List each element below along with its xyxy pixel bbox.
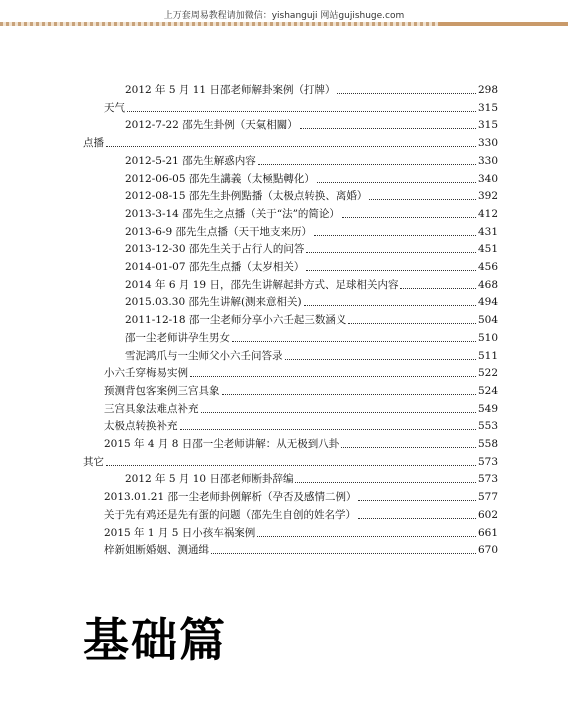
toc-entry-title: 2012-06-05 邵先生講義（太極點轉化）: [125, 172, 315, 185]
toc-entry-page: 553: [477, 420, 498, 433]
toc-entry-title: 2012-5-21 邵先生解惑内容: [125, 154, 256, 167]
toc-entry-page: 504: [477, 314, 498, 327]
toc-leader-dots: [201, 411, 476, 413]
toc-entry-title: 梓新姐断婚姻、测通缉: [104, 544, 209, 557]
toc-leader-dots: [306, 251, 476, 253]
toc-entry[interactable]: [125, 206, 498, 222]
toc-entry-page: 510: [477, 331, 498, 344]
toc-entry-page: 558: [477, 438, 498, 450]
toc-entry[interactable]: [83, 454, 498, 470]
toc-entry-page: 573: [477, 455, 498, 468]
toc-entry-page: 573: [477, 473, 498, 486]
toc-entry[interactable]: [125, 471, 498, 487]
toc-leader-dots: [341, 446, 476, 448]
toc-entry-title: 2015 年 1 月 5 日小孩车祸案例: [104, 526, 256, 539]
toc-leader-dots: [222, 393, 476, 395]
toc-entry-title: 邵一尘老师讲孕生男女: [125, 331, 230, 344]
section-title: 基础篇: [83, 613, 227, 667]
toc-entry[interactable]: [104, 489, 498, 505]
toc-leader-dots: [348, 322, 476, 324]
toc-entry-page: 456: [477, 261, 498, 273]
toc-entry-page: 511: [477, 349, 498, 362]
toc-entry-page: 431: [477, 225, 498, 238]
toc-entry[interactable]: [125, 224, 498, 240]
toc-leader-dots: [306, 269, 476, 271]
toc-entry[interactable]: [125, 171, 498, 187]
toc-entry-page: 661: [477, 526, 498, 539]
toc-entry[interactable]: [125, 277, 498, 293]
toc-entry[interactable]: [125, 241, 498, 257]
toc-leader-dots: [300, 127, 476, 129]
toc-entry-title: 2014-01-07 邵先生点播（太岁相关）: [125, 261, 305, 273]
toc-entry-title: 天气: [104, 101, 125, 114]
toc-entry[interactable]: [83, 135, 498, 151]
toc-entry-page: 468: [477, 278, 498, 291]
toc-entry-title: 2012 年 5 月 10 日邵老师断卦辞编: [125, 473, 294, 486]
toc-entry-title: 太极点转换补充: [104, 420, 178, 433]
toc-entry-page: 412: [477, 207, 498, 220]
toc-leader-dots: [304, 304, 476, 306]
toc-entry-page: 330: [477, 137, 498, 150]
toc-entry-page: 602: [477, 508, 498, 521]
toc-entry-page: 330: [477, 154, 498, 167]
toc-leader-dots: [314, 234, 476, 236]
toc-leader-dots: [295, 481, 476, 483]
toc-leader-dots: [358, 517, 476, 519]
toc-entry-title: 2013.01.21 邵一尘老师卦例解析（孕否及感情二例）: [104, 491, 357, 504]
toc-entry-title: 三宫具象法难点补充: [104, 402, 199, 415]
header-rule-accent: [438, 22, 568, 26]
toc-entry-title: 点播: [83, 137, 104, 150]
toc-entry[interactable]: [104, 401, 498, 417]
toc-entry[interactable]: [104, 507, 498, 523]
toc-entry[interactable]: [125, 294, 498, 310]
toc-entry[interactable]: [125, 259, 498, 275]
toc-entry-page: 315: [477, 119, 498, 132]
toc-entry[interactable]: [104, 383, 498, 399]
toc-entry[interactable]: [125, 117, 498, 133]
toc-entry-page: 577: [477, 491, 498, 504]
toc-entry[interactable]: [125, 82, 498, 98]
toc-entry-title: 2015 年 4 月 8 日邵一尘老师讲解：从无极到八卦: [104, 438, 340, 450]
toc-entry-title: 2014 年 6 月 19 日，邵先生讲解起卦方式、足球相关内容: [125, 278, 399, 291]
toc-entry-title: 2013-6-9 邵先生点播（天干地支来历）: [125, 225, 313, 238]
toc-entry[interactable]: [104, 365, 498, 381]
toc-leader-dots: [257, 535, 476, 537]
toc-leader-dots: [285, 358, 476, 360]
toc-leader-dots: [358, 499, 475, 501]
toc-entry-title: 2012-08-15 邵先生卦例點播（太极点转换、离婚）: [125, 190, 368, 203]
toc-entry-page: 340: [477, 172, 498, 185]
toc-entry-page: 451: [477, 243, 498, 256]
toc-entry-title: 2012-7-22 邵先生卦例（天氣相關）: [125, 119, 298, 132]
toc-entry-title: 2013-3-14 邵先生之点播（关于“法”的简论）: [125, 207, 340, 220]
toc-entry-title: 2012 年 5 月 11 日邵老师解卦案例（打牌）: [125, 84, 336, 96]
toc-entry[interactable]: [104, 100, 498, 116]
toc-leader-dots: [211, 552, 476, 554]
toc-leader-dots: [232, 340, 476, 342]
toc-entry-title: 雪泥鸿爪与一尘师父小六壬问答录: [125, 349, 283, 362]
toc-entry-title: 2013-12-30 邵先生关于占行人的问答: [125, 243, 305, 256]
toc-entry-page: 670: [477, 544, 498, 557]
toc-entry-page: 298: [477, 84, 498, 96]
toc-entry-title: 预测背包客案例三宫具象: [104, 384, 220, 397]
toc-entry-title: 2011-12-18 邵一尘老师分享小六壬起三数涵义: [125, 314, 347, 327]
toc-leader-dots: [317, 181, 476, 183]
toc-leader-dots: [190, 375, 476, 377]
toc-leader-dots: [258, 163, 476, 165]
toc-leader-dots: [106, 145, 476, 147]
toc-entry-title: 2015.03.30 邵先生讲解(测来意相关): [125, 296, 302, 309]
toc-entry[interactable]: [125, 312, 498, 328]
toc-entry-title: 小六壬穿梅易实例: [104, 367, 188, 380]
toc-entry[interactable]: [125, 153, 498, 169]
toc-entry-page: 315: [477, 101, 498, 114]
toc-leader-dots: [337, 92, 476, 94]
toc-entry[interactable]: [104, 525, 498, 541]
toc-entry-page: 522: [477, 367, 498, 380]
toc-leader-dots: [127, 110, 476, 112]
toc-leader-dots: [400, 287, 476, 289]
toc-entry[interactable]: [104, 418, 498, 434]
toc-entry-page: 549: [477, 402, 498, 415]
toc-leader-dots: [369, 198, 476, 200]
toc-entry-page: 524: [477, 384, 498, 397]
toc-entry[interactable]: [125, 330, 498, 346]
toc-entry-page: 392: [477, 190, 498, 203]
toc-leader-dots: [106, 464, 476, 466]
toc-entry-title: 其它: [83, 455, 104, 468]
toc-entry[interactable]: [104, 542, 498, 558]
toc-leader-dots: [180, 428, 476, 430]
toc-entry[interactable]: [125, 348, 498, 364]
toc-leader-dots: [342, 216, 476, 218]
toc-entry-title: 关于先有鸡还是先有蛋的问题（邵先生自创的姓名学）: [104, 508, 356, 521]
toc-entry[interactable]: [104, 436, 498, 452]
toc-entry[interactable]: [125, 188, 498, 204]
toc-entry-page: 494: [477, 296, 498, 309]
page-header: 上万套周易教程请加微信：yishanguji 网站gujishuge.com: [163, 11, 405, 21]
